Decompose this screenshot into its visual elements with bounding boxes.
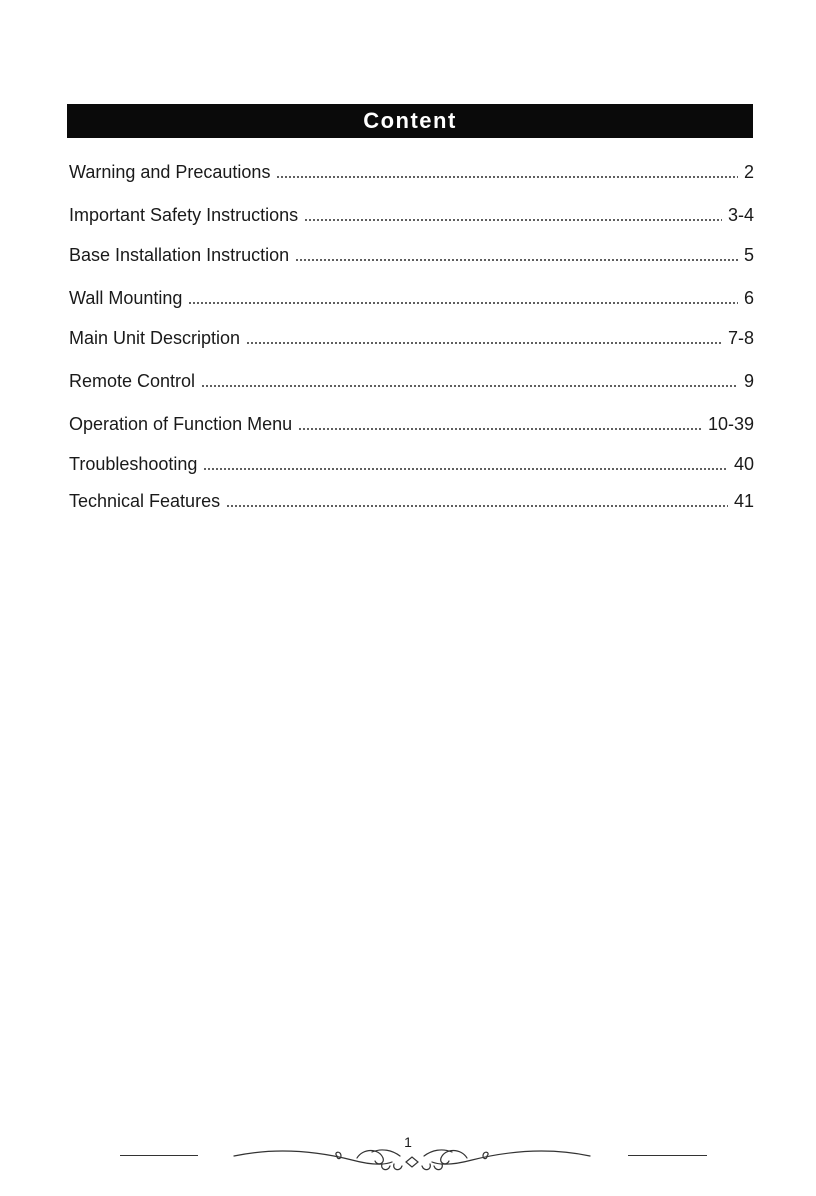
toc-entry-label: Main Unit Description xyxy=(69,328,241,348)
footer-ornament-icon xyxy=(232,1142,592,1172)
toc-entry-wall-mounting[interactable] xyxy=(69,284,754,308)
toc-leader-dots xyxy=(226,505,728,507)
toc-leader-dots xyxy=(295,259,738,261)
footer-rule-left xyxy=(120,1155,198,1156)
content-title-bar xyxy=(67,104,753,138)
toc-leader-dots xyxy=(276,176,738,178)
toc-entry-page: 5 xyxy=(743,245,754,265)
toc-entry-page: 40 xyxy=(733,454,754,474)
toc-entry-warning[interactable] xyxy=(69,158,754,182)
page-number: 1 xyxy=(404,1134,412,1150)
toc-leader-dots xyxy=(298,428,702,430)
toc-entry-page: 10-39 xyxy=(707,414,754,434)
toc-entry-label: Technical Features xyxy=(69,491,221,511)
toc-entry-label: Operation of Function Menu xyxy=(69,414,293,434)
toc-leader-dots xyxy=(304,219,722,221)
toc-entry-label: Wall Mounting xyxy=(69,288,183,308)
toc-entry-page: 7-8 xyxy=(727,328,754,348)
toc-entry-remote-control[interactable] xyxy=(69,367,754,391)
toc-entry-label: Troubleshooting xyxy=(69,454,198,474)
toc-leader-dots xyxy=(188,302,738,304)
toc-entry-safety[interactable] xyxy=(69,201,754,225)
toc-entry-troubleshooting[interactable] xyxy=(69,450,754,474)
footer-rule-right xyxy=(628,1155,707,1156)
toc-leader-dots xyxy=(246,342,722,344)
toc-entry-page: 3-4 xyxy=(727,205,754,225)
toc-entry-function-menu[interactable] xyxy=(69,410,754,434)
toc-entry-technical-features[interactable] xyxy=(69,487,754,511)
toc-entry-page: 6 xyxy=(743,288,754,308)
toc-entry-base-installation[interactable] xyxy=(69,241,754,265)
toc-leader-dots xyxy=(201,385,738,387)
toc-entry-label: Remote Control xyxy=(69,371,196,391)
toc-entry-page: 41 xyxy=(733,491,754,511)
toc-entry-label: Important Safety Instructions xyxy=(69,205,299,225)
toc-entry-main-unit[interactable] xyxy=(69,324,754,348)
toc-entry-page: 2 xyxy=(743,162,754,182)
toc-entry-label: Warning and Precautions xyxy=(69,162,271,182)
toc-entry-label: Base Installation Instruction xyxy=(69,245,290,265)
content-title: Content xyxy=(363,108,457,133)
toc-entry-page: 9 xyxy=(743,371,754,391)
toc-leader-dots xyxy=(203,468,728,470)
